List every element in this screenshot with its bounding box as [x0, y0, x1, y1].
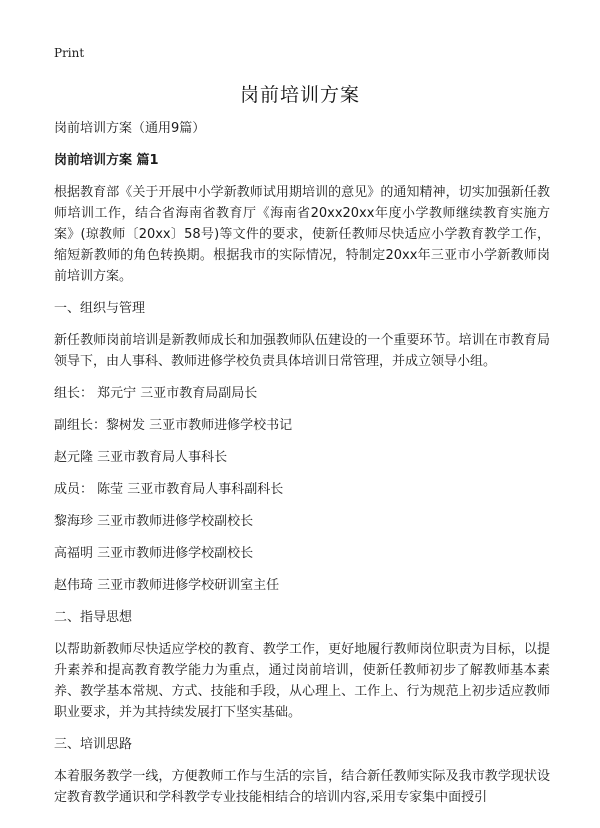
intro-paragraph: 根据教育部《关于开展中小学新教师试用期培训的意见》的通知精神，切实加强新任教师培训工作，结合省海南省教育厅《海南省20xx20xx年度小学教师继续教育实施方案》(琼教师〔20xx〕58号)等文件的要求，使新任教师尽快适应小学教育教学工作，缩短新教师的角色转换期。根据我市的实际情况，特制定20xx年三亚市小学新教师岗前培训方案。	[54, 185, 550, 284]
section-title: 岗前培训方案 篇1	[54, 153, 159, 168]
guiding-paragraph: 以帮助新教师尽快适应学校的教育、教学工作，更好地履行教师岗位职责为目标，以提升素养和提高教育教学能力为重点，通过岗前培训，使新任教师初步了解教师基本素养、教学基本常规、方式、技能和手段，从心理上、工作上、行为规范上初步适应教师职业要求，并为其持续发展打下坚实基础。	[54, 642, 550, 720]
heading-guiding-idea: 二、指导思想	[54, 610, 133, 625]
member-line: 成员： 陈莹 三亚市教育局人事科副科长	[54, 482, 284, 497]
member-line: 副组长：黎树发 三亚市教师进修学校书记	[54, 418, 293, 433]
approach-paragraph: 本着服务教学一线，方便教师工作与生活的宗旨，结合新任教师实际及我市教学现状设定教育教学通识和学科教学专业技能相结合的培训内容,采用专家集中面授引	[54, 769, 550, 805]
member-line: 高福明 三亚市教师进修学校副校长	[54, 546, 254, 561]
member-line: 赵伟琦 三亚市教师进修学校研训室主任	[54, 578, 280, 593]
print-label: Print	[54, 46, 85, 60]
member-line: 组长： 郑元宁 三亚市教育局副局长	[54, 386, 258, 401]
heading-training-approach: 三、培训思路	[54, 737, 133, 752]
document-subtitle: 岗前培训方案（通用9篇）	[54, 121, 206, 136]
document-title: 岗前培训方案	[239, 84, 360, 106]
organization-paragraph: 新任教师岗前培训是新教师成长和加强教师队伍建设的一个重要环节。培训在市教育局领导下，由人事科、教师进修学校负责具体培训日常管理，并成立领导小组。	[54, 333, 550, 369]
document-body	[54, 118, 550, 819]
heading-organization: 一、组织与管理	[54, 301, 146, 316]
member-line: 黎海珍 三亚市教师进修学校副校长	[54, 514, 254, 529]
member-line: 赵元隆 三亚市教育局人事科长	[54, 450, 228, 465]
